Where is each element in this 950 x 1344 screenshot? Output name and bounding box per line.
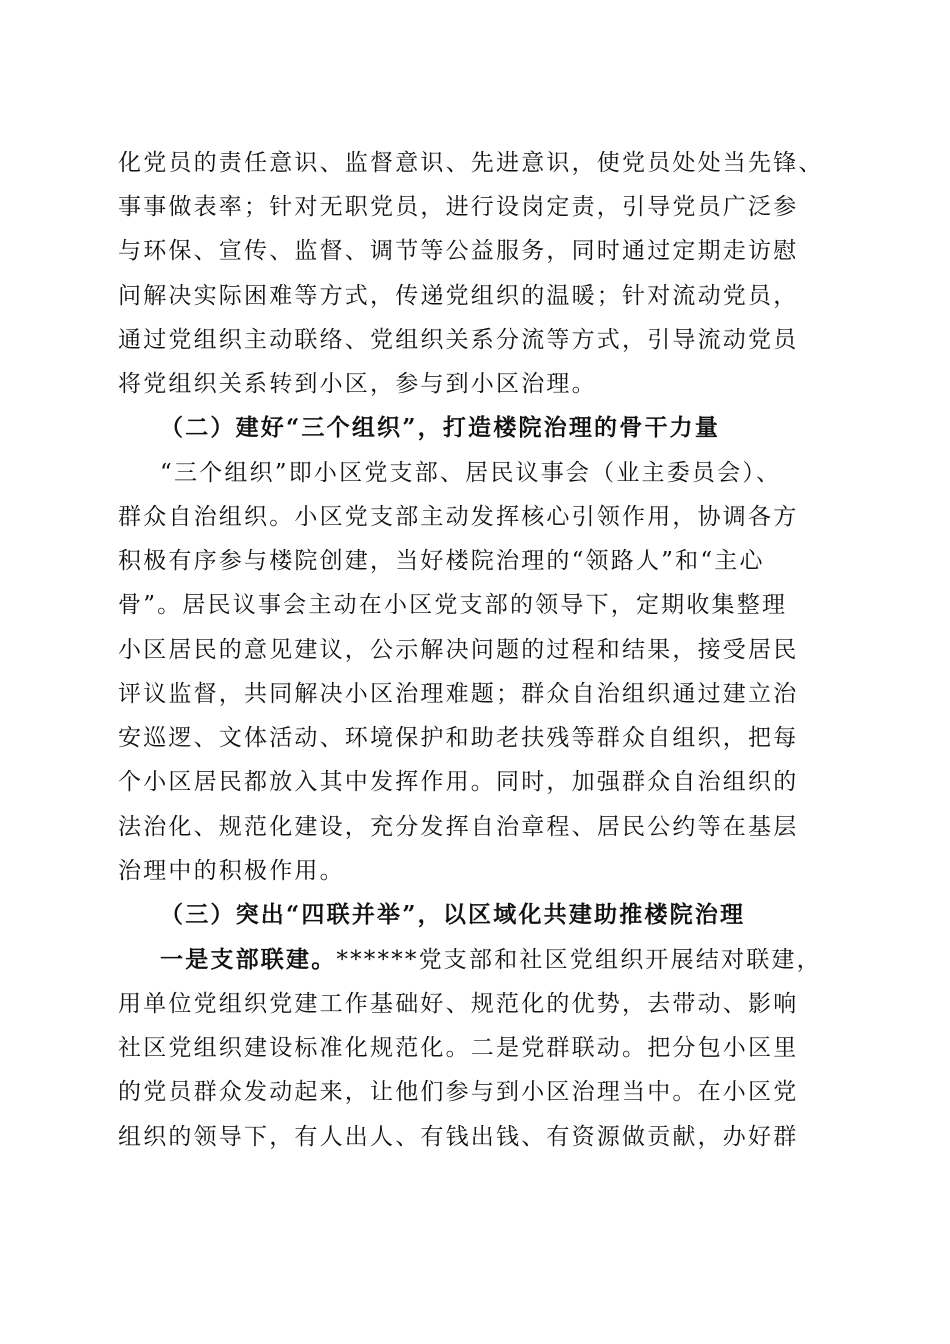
paragraph-line: 用单位党组织党建工作基础好、规范化的优势，去带动、影响 — [118, 991, 799, 1017]
paragraph-line: 将党组织关系转到小区，参与到小区治理。 — [118, 371, 597, 397]
lead-continuation: ******党支部和社区党组织开展结对联建， — [336, 947, 822, 973]
paragraph-line: 骨”。居民议事会主动在小区党支部的领导下，定期收集整理 — [118, 592, 788, 618]
paragraph-line: 组织的领导下，有人出人、有钱出钱、有资源做贡献，办好群 — [118, 1124, 799, 1150]
paragraph-line: 社区党组织建设标准化规范化。二是党群联动。把分包小区里 — [118, 1035, 799, 1061]
paragraph-line: “三个组织”即小区党支部、居民议事会（业主委员会）、 — [160, 460, 782, 486]
paragraph-line: 治理中的积极作用。 — [118, 858, 345, 884]
paragraph-line: 的党员群众发动起来，让他们参与到小区治理当中。在小区党 — [118, 1079, 799, 1105]
paragraph-line — [160, 945, 880, 975]
paragraph-line: 个小区居民都放入其中发挥作用。同时，加强群众自治组织的 — [118, 769, 799, 795]
section-heading-2: （二）建好“三个组织”，打造楼院治理的骨干力量 — [160, 414, 721, 441]
paragraph-line: 小区居民的意见建议，公示解决问题的过程和结果，接受居民 — [118, 637, 799, 663]
paragraph-line: 安巡逻、文体活动、环境保护和助老扶残等群众自组织，把每 — [118, 725, 799, 751]
paragraph-line: 与环保、宣传、监督、调节等公益服务，同时通过定期走访慰 — [118, 238, 799, 264]
paragraph-line: 评议监督，共同解决小区治理难题；群众自治组织通过建立治 — [118, 681, 799, 707]
paragraph-line: 积极有序参与楼院创建，当好楼院治理的“领路人”和“主心 — [118, 548, 765, 574]
paragraph-line: 法治化、规范化建设，充分发挥自治章程、居民公约等在基层 — [118, 814, 799, 840]
paragraph-line: 化党员的责任意识、监督意识、先进意识，使党员处处当先锋、 — [118, 150, 824, 176]
section-heading-3: （三）突出“四联并举”，以区域化共建助推楼院治理 — [160, 901, 746, 928]
paragraph-line: 通过党组织主动联络、党组织关系分流等方式，引导流动党员 — [118, 327, 799, 353]
paragraph-line: 问解决实际困难等方式，传递党组织的温暖；针对流动党员， — [118, 283, 799, 309]
paragraph-line: 群众自治组织。小区党支部主动发挥核心引领作用，协调各方 — [118, 504, 799, 530]
lead-phrase: 一是支部联建。 — [160, 946, 337, 973]
paragraph-line: 事事做表率；针对无职党员，进行设岗定责，引导党员广泛参 — [118, 194, 799, 220]
